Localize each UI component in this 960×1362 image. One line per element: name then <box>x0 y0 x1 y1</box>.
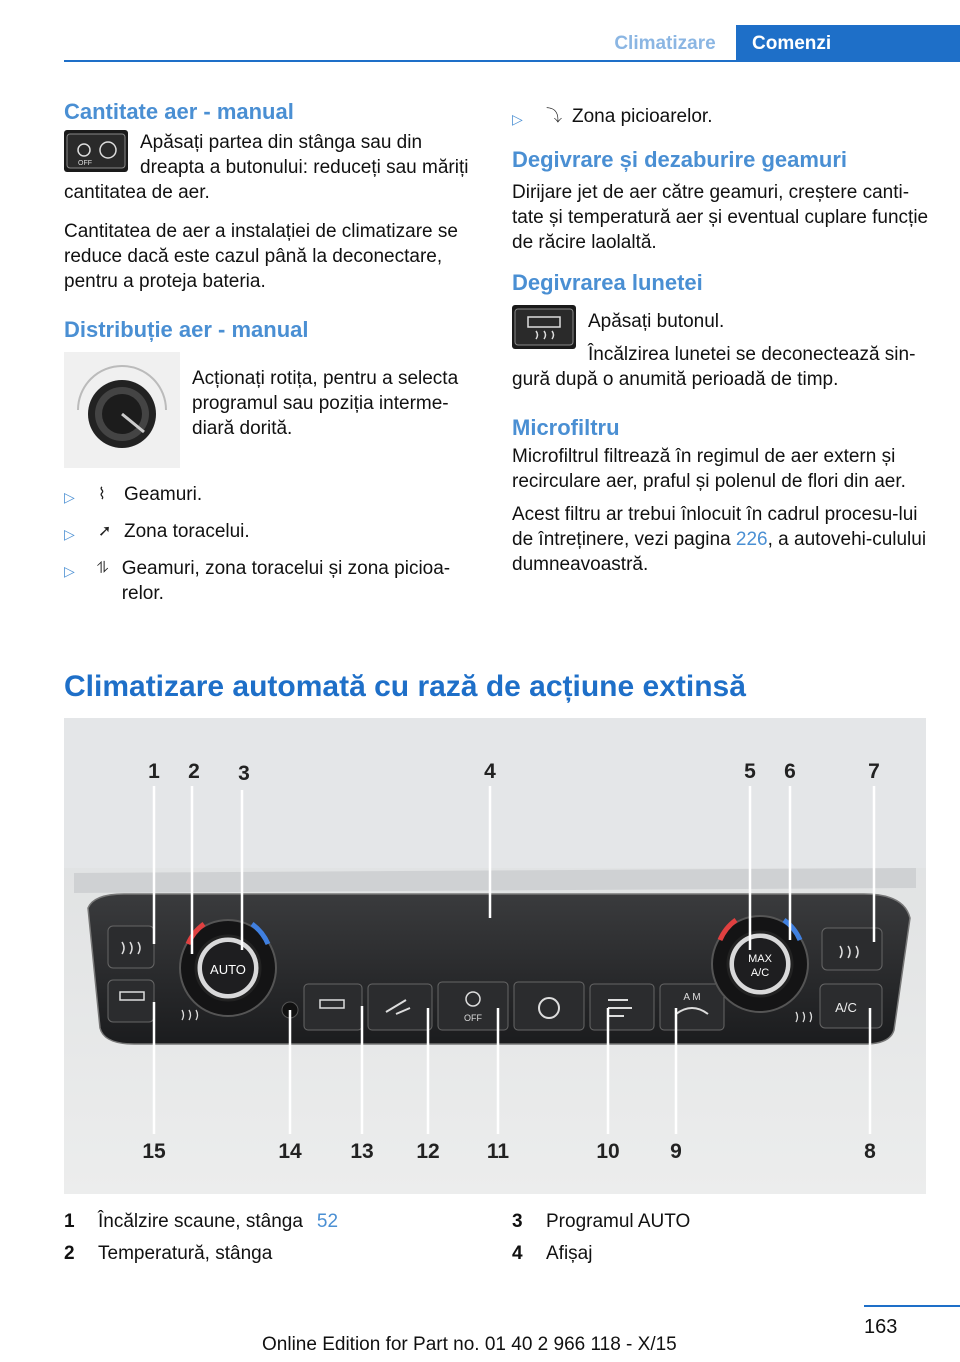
right-column <box>512 98 930 577</box>
page-link-226[interactable]: 226 <box>735 529 768 550</box>
max-ac-knob-label-1: MAX <box>748 953 772 965</box>
heading-air-quantity: Cantitate aer - manual <box>64 99 294 124</box>
distribution-knob-image <box>64 352 180 468</box>
heading-rear-defrost: Degivrarea lunetei <box>512 270 703 295</box>
legend-item-3: 3 Programul AUTO <box>512 1211 691 1232</box>
callout-15: 15 <box>142 1140 166 1163</box>
paragraph-air-quantity-2: Cantitatea de aer a instalației de climatizare se reduce dacă este cazul până la deconectare, pentru a proteja bateria. <box>64 221 458 292</box>
paragraph-air-distribution: Acționați rotița, pentru a selecta programul sau poziția interme-diară dorită. <box>192 368 459 439</box>
fan-speed-button-icon <box>64 130 128 172</box>
ac-button-label: A/C <box>835 1000 857 1015</box>
footwell-airflow-icon: ⤵ <box>546 108 563 125</box>
callout-12: 12 <box>416 1140 440 1163</box>
fan-off-label: OFF <box>464 1013 482 1023</box>
legend-left <box>64 1206 338 1270</box>
paragraph-defrost: Dirijare jet de aer către geamuri, creștere canti-tate și temperatură aer și eventual cuplare funcție de răcire laolaltă. <box>512 182 929 253</box>
callout-2: 2 <box>188 760 200 783</box>
legend-item-1: 1 Încălzire scaune, stânga 52 <box>64 1206 338 1238</box>
page-number: 163 <box>864 1316 898 1338</box>
page-link-52[interactable]: 52 <box>316 1211 339 1232</box>
callout-5: 5 <box>744 760 756 783</box>
all-zones-airflow-icon: ⥮ <box>96 560 109 577</box>
footer-rule <box>864 1305 960 1307</box>
paragraph-air-quantity-1: Apăsați partea din stânga sau din dreapta a butonului: reduceți sau măriți cantitatea de aer. <box>64 132 469 203</box>
bullet-chest: ▷ ➚ Zona toracelui. <box>64 519 478 547</box>
callout-6: 6 <box>784 760 796 783</box>
rear-window-heating-icon <box>512 305 576 349</box>
paragraph-rear-defrost-1: Apăsați butonul. <box>588 311 725 332</box>
section-title: Climatizare automată cu rază de acțiune extinsă <box>64 670 746 703</box>
callout-3: 3 <box>238 762 250 785</box>
bullet-windows: ▷ ⌇ Geamuri. <box>64 482 478 510</box>
legend-item-2: 2 Temperatură, stânga <box>64 1243 273 1264</box>
heading-defrost: Degivrare și dezaburire geamuri <box>512 147 848 172</box>
legend-right <box>512 1206 690 1270</box>
climate-control-panel-photo <box>64 718 926 1194</box>
callout-13: 13 <box>350 1140 374 1163</box>
paragraph-rear-defrost-2: Încălzirea lunetei se deconectează sin-gură după o anumită perioadă de timp. <box>512 344 916 390</box>
callout-9: 9 <box>670 1140 682 1163</box>
left-column <box>64 98 478 606</box>
callout-10: 10 <box>596 1140 620 1163</box>
svg-text:OFF: OFF <box>78 160 92 167</box>
auto-knob-label: AUTO <box>210 962 246 977</box>
header-chapter-tab: Comenzi <box>736 25 960 62</box>
chest-airflow-icon: ➚ <box>98 523 112 540</box>
callout-14: 14 <box>278 1140 302 1163</box>
callout-7: 7 <box>868 760 880 783</box>
windshield-airflow-icon: ⌇ <box>98 486 106 503</box>
bullet-all-zones: ▷ ⥮ Geamuri, zona toracelui și zona picioa-relor. <box>64 558 451 604</box>
header-section-tab: Climatizare <box>614 33 716 54</box>
header-rule <box>64 60 960 62</box>
heading-microfilter: Microfiltru <box>512 415 620 440</box>
bullet-feet: ▷ ⤵ Zona picioarelor. <box>512 104 930 132</box>
legend-item-4: 4 Afișaj <box>512 1243 593 1264</box>
callout-8: 8 <box>864 1140 876 1163</box>
heading-air-distribution: Distribuție aer - manual <box>64 317 309 342</box>
max-ac-knob-label-2: A/C <box>750 967 770 979</box>
callout-11: 11 <box>486 1140 510 1163</box>
auto-recirc-label: A M <box>683 992 701 1003</box>
callout-4: 4 <box>484 760 496 783</box>
paragraph-microfilter-2: Acest filtru ar trebui înlocuit în cadrul procesu-lui de întreținere, vezi pagina 226, a autovehi-culului dumneavoastră. <box>512 504 927 575</box>
callout-1: 1 <box>148 760 160 783</box>
paragraph-microfilter-1: Microfiltrul filtrează în regimul de aer extern și recirculare aer, praful și polenul de flori din aer. <box>512 446 906 492</box>
footer-text: Online Edition for Part no. 01 40 2 966 118 - X/15 <box>262 1334 677 1355</box>
